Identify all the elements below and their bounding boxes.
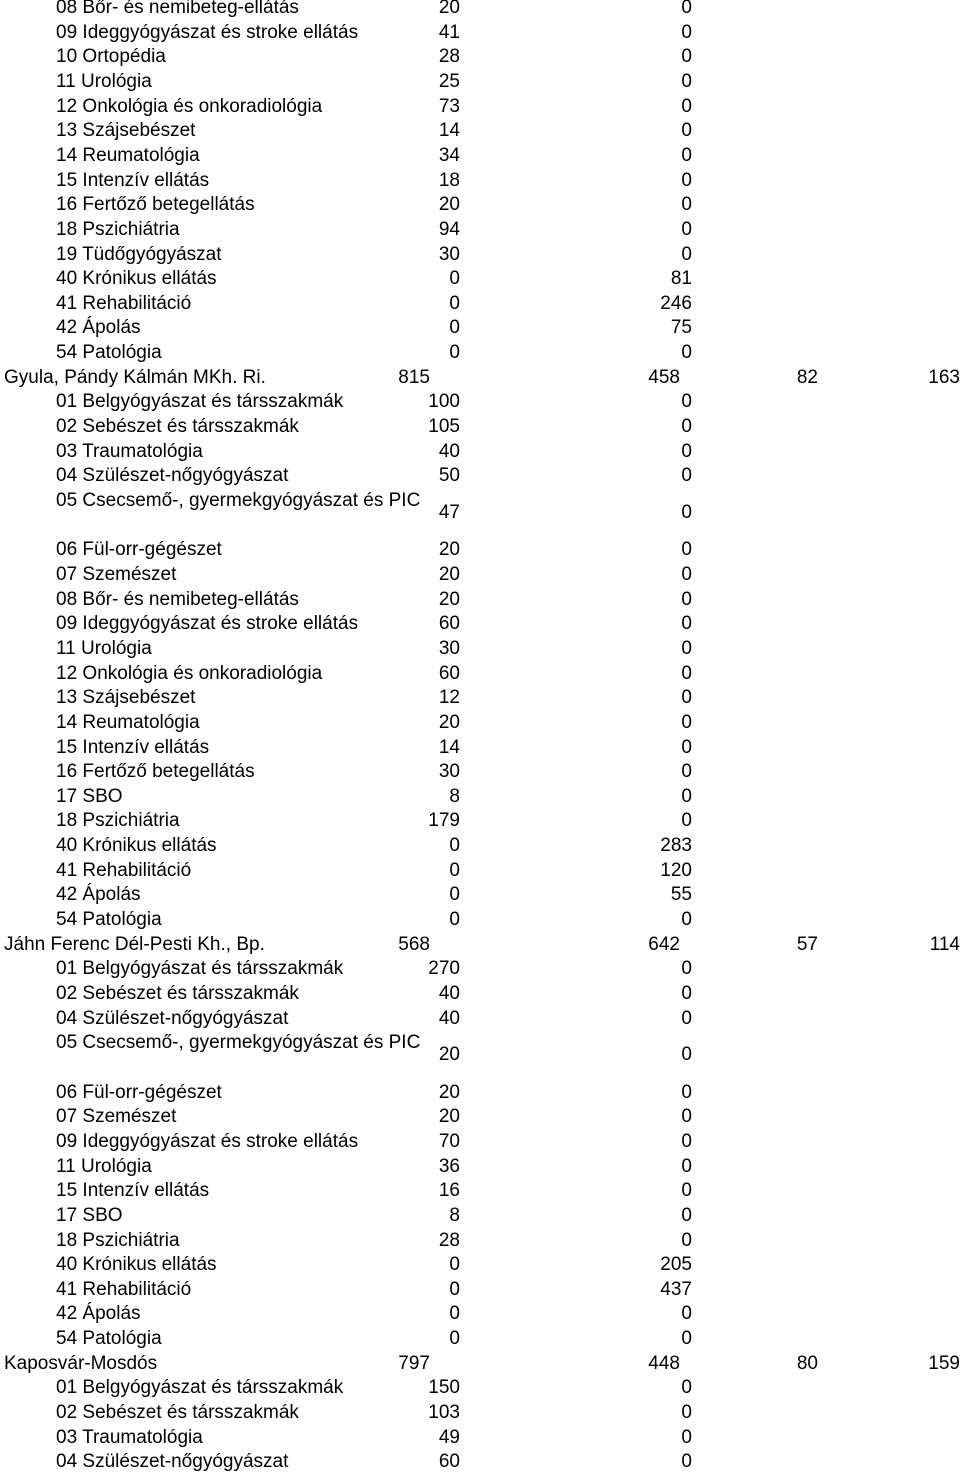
value-col-2: 0 <box>681 810 692 832</box>
department-row <box>0 292 960 317</box>
department-name: 07 Szemészet <box>56 563 177 585</box>
department-row <box>0 1376 960 1401</box>
value-col-2: 0 <box>681 194 692 216</box>
department-row <box>0 70 960 95</box>
department-row <box>0 908 960 933</box>
value-col-1: 40 <box>438 983 460 1004</box>
value-col-1: 47 <box>438 502 460 523</box>
value-col-2: 0 <box>681 1106 692 1128</box>
department-row <box>0 390 960 415</box>
value-col-2: 0 <box>681 1303 692 1325</box>
value-col-2: 0 <box>681 539 692 561</box>
hospital-row <box>0 933 960 958</box>
value-col-4: 163 <box>928 366 960 388</box>
department-name: 05 Csecsemő-, gyermekgyógyászat és PIC <box>56 1032 421 1054</box>
department-name: 11 Urológia <box>56 637 152 659</box>
department-name: 13 Szájsebészet <box>56 687 196 709</box>
value-col-2: 0 <box>681 342 692 364</box>
value-col-2: 0 <box>681 440 692 462</box>
value-col-2: 0 <box>681 711 692 733</box>
value-col-2: 0 <box>681 588 692 610</box>
department-name: 08 Bőr- és nemibeteg-ellátás <box>56 0 299 18</box>
department-name: 07 Szemészet <box>56 1106 177 1128</box>
department-name: 42 Ápolás <box>56 1303 141 1325</box>
value-col-2: 205 <box>660 1254 692 1276</box>
department-name: 40 Krónikus ellátás <box>56 268 217 290</box>
value-col-3: 80 <box>796 1352 818 1374</box>
department-row <box>0 1081 960 1106</box>
value-col-2: 246 <box>660 292 692 314</box>
hospital-name: Kaposvár-Mosdós <box>4 1352 158 1374</box>
department-row <box>0 1204 960 1229</box>
department-name: 42 Ápolás <box>56 317 141 339</box>
value-col-2: 0 <box>681 95 692 117</box>
value-col-1: 14 <box>438 120 460 142</box>
department-name: 09 Ideggyógyászat és stroke ellátás <box>56 1130 359 1152</box>
department-name: 17 SBO <box>56 785 123 807</box>
value-col-2: 0 <box>681 1451 692 1473</box>
department-name: 40 Krónikus ellátás <box>56 1254 217 1276</box>
hospital-name: Jáhn Ferenc Dél-Pesti Kh., Bp. <box>4 933 265 955</box>
department-name: 15 Intenzív ellátás <box>56 736 210 758</box>
department-row <box>0 736 960 761</box>
department-name: 54 Patológia <box>56 1328 162 1350</box>
value-col-2: 0 <box>681 1081 692 1103</box>
value-col-2: 0 <box>681 169 692 191</box>
value-col-1: 34 <box>438 144 460 166</box>
department-row <box>0 982 960 1007</box>
value-col-3: 57 <box>796 933 818 955</box>
value-col-1: 270 <box>428 958 460 980</box>
department-row <box>0 637 960 662</box>
department-name: 16 Fertőző betegellátás <box>56 194 255 216</box>
value-col-1: 0 <box>449 884 460 906</box>
value-col-1: 0 <box>449 1278 460 1300</box>
value-col-2: 0 <box>681 144 692 166</box>
department-name: 11 Urológia <box>56 70 152 92</box>
department-name: 10 Ortopédia <box>56 46 166 68</box>
value-col-2: 0 <box>681 70 692 92</box>
value-col-4: 114 <box>929 933 960 955</box>
value-col-1: 797 <box>398 1352 430 1374</box>
department-name: 54 Patológia <box>56 909 162 931</box>
department-row <box>0 316 960 341</box>
value-col-2: 0 <box>681 0 692 18</box>
value-col-2: 55 <box>670 884 692 906</box>
department-row <box>0 834 960 859</box>
value-col-1: 100 <box>428 391 460 413</box>
department-row <box>0 1155 960 1180</box>
department-name: 40 Krónikus ellátás <box>56 835 217 857</box>
value-col-1: 0 <box>449 268 460 290</box>
department-name: 11 Urológia <box>56 1155 152 1177</box>
department-row <box>0 1229 960 1254</box>
value-col-1: 0 <box>449 859 460 881</box>
department-name: 04 Szülészet-nőgyógyászat <box>56 465 289 487</box>
hospital-row <box>0 366 960 391</box>
hospital-row <box>0 1352 960 1377</box>
value-col-4: 159 <box>928 1352 960 1374</box>
department-name: 01 Belgyógyászat és társszakmák <box>56 1377 344 1399</box>
value-col-2: 0 <box>681 983 692 1004</box>
department-name: 41 Rehabilitáció <box>56 859 192 881</box>
value-col-1: 20 <box>438 563 460 585</box>
value-col-1: 0 <box>449 835 460 857</box>
department-name: 41 Rehabilitáció <box>56 292 192 314</box>
value-col-2: 0 <box>681 736 692 758</box>
value-col-1: 20 <box>438 1081 460 1103</box>
department-row <box>0 1253 960 1278</box>
value-col-1: 60 <box>438 1451 460 1473</box>
department-name: 14 Reumatológia <box>56 144 200 166</box>
value-col-2: 0 <box>681 909 692 931</box>
department-row <box>0 809 960 834</box>
value-col-2: 0 <box>681 21 692 43</box>
department-row <box>0 144 960 169</box>
value-col-1: 36 <box>438 1155 460 1177</box>
department-name: 03 Traumatológia <box>56 1426 203 1448</box>
department-name: 14 Reumatológia <box>56 711 200 733</box>
hospital-name: Gyula, Pándy Kálmán MKh. Ri. <box>4 366 266 388</box>
department-name: 01 Belgyógyászat és társszakmák <box>56 958 344 980</box>
department-name: 18 Pszichiátria <box>56 218 180 240</box>
department-name: 02 Sebészet és társszakmák <box>56 983 299 1004</box>
value-col-1: 41 <box>438 21 460 43</box>
value-col-1: 20 <box>438 0 460 18</box>
department-row <box>0 341 960 366</box>
department-name: 02 Sebészet és társszakmák <box>56 416 299 438</box>
value-col-1: 49 <box>438 1426 460 1448</box>
department-name: 15 Intenzív ellátás <box>56 1180 210 1202</box>
department-row <box>0 711 960 736</box>
value-col-2: 0 <box>681 662 692 684</box>
department-row <box>0 588 960 613</box>
department-row <box>0 1401 960 1426</box>
value-col-2: 458 <box>648 366 680 388</box>
value-col-2: 0 <box>681 687 692 709</box>
department-row <box>0 193 960 218</box>
value-col-1: 568 <box>398 933 430 955</box>
value-col-1: 0 <box>449 317 460 339</box>
value-col-1: 0 <box>449 909 460 931</box>
value-col-2: 0 <box>681 1328 692 1350</box>
department-name: 18 Pszichiátria <box>56 810 180 832</box>
department-row <box>0 859 960 884</box>
value-col-2: 0 <box>681 1402 692 1424</box>
value-col-2: 642 <box>648 933 680 955</box>
department-name: 04 Szülészet-nőgyógyászat <box>56 1451 289 1473</box>
value-col-1: 30 <box>438 637 460 659</box>
value-col-2: 0 <box>681 1426 692 1448</box>
value-col-2: 448 <box>648 1352 680 1374</box>
department-row <box>0 1031 960 1081</box>
department-row <box>0 440 960 465</box>
department-row <box>0 267 960 292</box>
value-col-1: 20 <box>438 588 460 610</box>
value-col-2: 0 <box>681 416 692 438</box>
department-name: 54 Patológia <box>56 342 162 364</box>
value-col-2: 0 <box>681 46 692 68</box>
value-col-2: 75 <box>670 317 692 339</box>
value-col-2: 0 <box>681 502 692 523</box>
department-row <box>0 119 960 144</box>
value-col-1: 20 <box>438 1106 460 1128</box>
value-col-2: 0 <box>681 1204 692 1226</box>
value-col-3: 82 <box>796 366 818 388</box>
value-col-2: 0 <box>681 1044 692 1066</box>
value-col-1: 30 <box>438 243 460 265</box>
value-col-1: 28 <box>438 1229 460 1251</box>
value-col-1: 103 <box>428 1402 460 1424</box>
value-col-2: 0 <box>681 613 692 635</box>
department-row <box>0 538 960 563</box>
department-row <box>0 95 960 120</box>
value-col-1: 8 <box>449 1204 460 1226</box>
department-row <box>0 1450 960 1475</box>
value-col-1: 70 <box>438 1130 460 1152</box>
value-col-2: 0 <box>681 785 692 807</box>
department-row <box>0 1130 960 1155</box>
value-col-1: 73 <box>438 95 460 117</box>
department-name: 15 Intenzív ellátás <box>56 169 210 191</box>
department-name: 12 Onkológia és onkoradiológia <box>56 95 323 117</box>
value-col-1: 14 <box>438 736 460 758</box>
value-col-2: 0 <box>681 1007 692 1029</box>
department-row <box>0 1007 960 1032</box>
department-row <box>0 464 960 489</box>
value-col-1: 25 <box>438 70 460 92</box>
department-row <box>0 662 960 687</box>
department-row <box>0 957 960 982</box>
department-row <box>0 243 960 268</box>
department-name: 16 Fertőző betegellátás <box>56 761 255 783</box>
department-row <box>0 1179 960 1204</box>
value-col-1: 50 <box>438 465 460 487</box>
department-name: 18 Pszichiátria <box>56 1229 180 1251</box>
value-col-1: 0 <box>449 1328 460 1350</box>
department-row <box>0 883 960 908</box>
value-col-1: 40 <box>438 440 460 462</box>
department-name: 02 Sebészet és társszakmák <box>56 1402 299 1424</box>
department-name: 06 Fül-orr-gégészet <box>56 539 222 561</box>
value-col-1: 0 <box>449 342 460 364</box>
department-name: 08 Bőr- és nemibeteg-ellátás <box>56 588 299 610</box>
value-col-1: 8 <box>449 785 460 807</box>
value-col-1: 40 <box>438 1007 460 1029</box>
value-col-2: 0 <box>681 1377 692 1399</box>
department-name: 03 Traumatológia <box>56 440 203 462</box>
value-col-2: 0 <box>681 218 692 240</box>
department-row <box>0 218 960 243</box>
department-name: 01 Belgyógyászat és társszakmák <box>56 391 344 413</box>
value-col-1: 30 <box>438 761 460 783</box>
department-row <box>0 1426 960 1451</box>
value-col-2: 0 <box>681 1155 692 1177</box>
value-col-2: 0 <box>681 637 692 659</box>
department-row <box>0 415 960 440</box>
value-col-1: 20 <box>438 1044 460 1066</box>
department-name: 19 Tüdőgyógyászat <box>56 243 222 265</box>
value-col-1: 815 <box>398 366 430 388</box>
value-col-2: 0 <box>681 1229 692 1251</box>
value-col-1: 0 <box>449 1254 460 1276</box>
value-col-1: 18 <box>438 169 460 191</box>
department-row <box>0 45 960 70</box>
value-col-1: 60 <box>438 662 460 684</box>
value-col-2: 283 <box>660 835 692 857</box>
value-col-1: 60 <box>438 613 460 635</box>
department-name: 05 Csecsemő-, gyermekgyógyászat és PIC <box>56 490 421 511</box>
value-col-1: 94 <box>438 218 460 240</box>
value-col-1: 105 <box>428 416 460 438</box>
value-col-2: 120 <box>660 859 692 881</box>
department-name: 06 Fül-orr-gégészet <box>56 1081 222 1103</box>
department-row <box>0 563 960 588</box>
department-row <box>0 489 960 539</box>
value-col-1: 28 <box>438 46 460 68</box>
department-row <box>0 1105 960 1130</box>
value-col-1: 20 <box>438 711 460 733</box>
department-row <box>0 169 960 194</box>
value-col-2: 0 <box>681 243 692 265</box>
value-col-1: 16 <box>438 1180 460 1202</box>
department-row <box>0 1302 960 1327</box>
value-col-1: 0 <box>449 1303 460 1325</box>
value-col-2: 0 <box>681 958 692 980</box>
value-col-1: 0 <box>449 292 460 314</box>
department-name: 09 Ideggyógyászat és stroke ellátás <box>56 613 359 635</box>
value-col-2: 0 <box>681 1180 692 1202</box>
department-row <box>0 0 960 21</box>
value-col-2: 0 <box>681 120 692 142</box>
department-name: 13 Szájsebészet <box>56 120 196 142</box>
value-col-1: 150 <box>428 1377 460 1399</box>
department-row <box>0 1327 960 1352</box>
value-col-2: 0 <box>681 761 692 783</box>
value-col-2: 0 <box>681 1130 692 1152</box>
department-row <box>0 612 960 637</box>
value-col-2: 0 <box>681 391 692 413</box>
department-name: 17 SBO <box>56 1204 123 1226</box>
department-row <box>0 1278 960 1303</box>
value-col-1: 20 <box>438 194 460 216</box>
value-col-1: 179 <box>428 810 460 832</box>
value-col-1: 12 <box>438 687 460 709</box>
department-row <box>0 686 960 711</box>
value-col-1: 20 <box>438 539 460 561</box>
value-col-2: 0 <box>681 465 692 487</box>
department-name: 41 Rehabilitáció <box>56 1278 192 1300</box>
department-row <box>0 760 960 785</box>
department-name: 09 Ideggyógyászat és stroke ellátás <box>56 21 359 43</box>
department-name: 12 Onkológia és onkoradiológia <box>56 662 323 684</box>
department-row <box>0 21 960 46</box>
value-col-2: 437 <box>660 1278 692 1300</box>
value-col-2: 0 <box>681 563 692 585</box>
department-name: 04 Szülészet-nőgyógyászat <box>56 1007 289 1029</box>
department-row <box>0 785 960 810</box>
value-col-2: 81 <box>670 268 692 290</box>
department-name: 42 Ápolás <box>56 884 141 906</box>
